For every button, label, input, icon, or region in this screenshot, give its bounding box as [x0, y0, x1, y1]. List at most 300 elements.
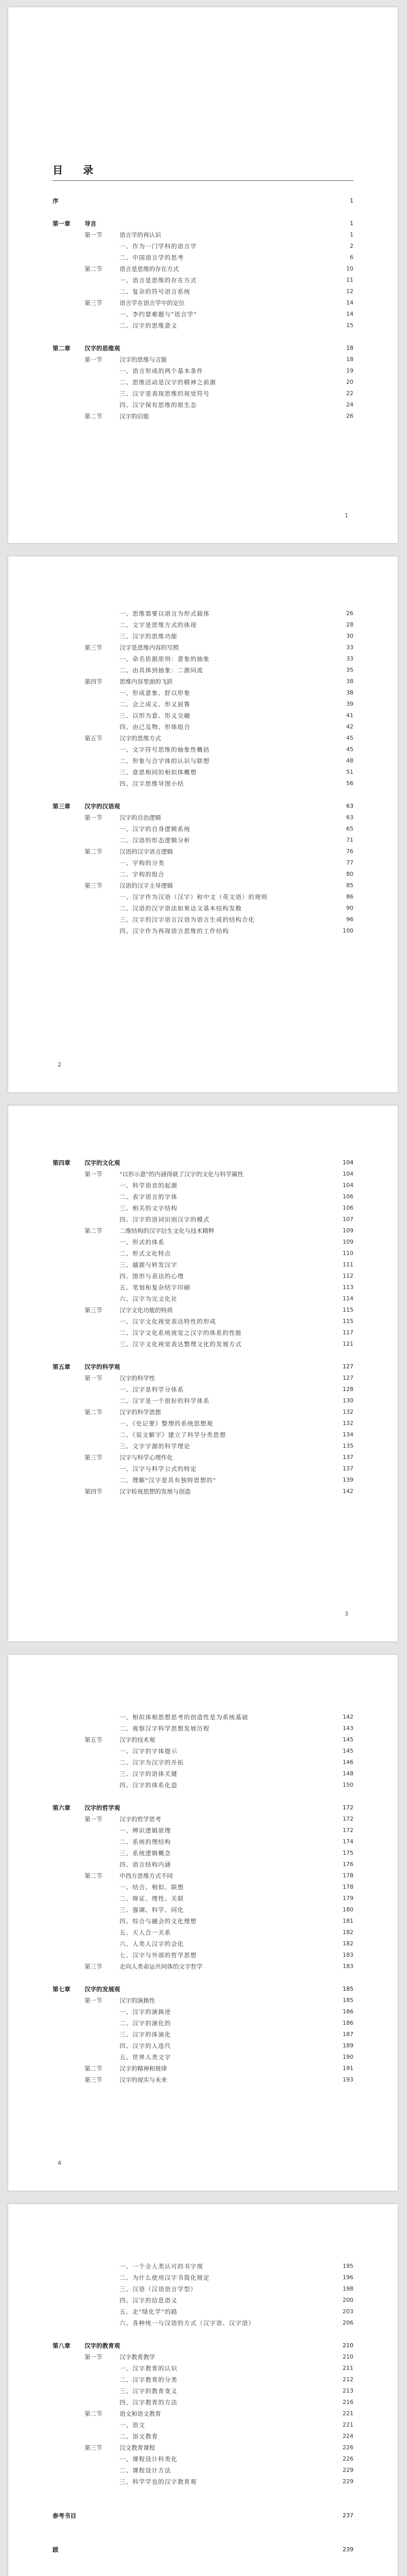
toc-page-number: 226 — [343, 2444, 353, 2451]
toc-page-number: 210 — [343, 2353, 353, 2360]
toc-sub-entry[interactable] — [53, 631, 353, 642]
toc-sub-title: 四、由己及物、形体组合 — [120, 723, 191, 731]
toc-page-number: 42 — [346, 723, 353, 730]
toc-page-number: 226 — [343, 2455, 353, 2462]
toc-sub-title: 四、汉字教育的方法 — [120, 2399, 178, 2406]
toc-chapter-entry[interactable] — [53, 1984, 353, 1995]
toc-page-number: 135 — [343, 1443, 353, 1449]
toc-sub-title: 一、语言形成的两个基本条件 — [120, 367, 204, 375]
toc-sub-entry[interactable] — [53, 2453, 353, 2465]
toc-section-title: 汉字的思维方式 — [120, 735, 161, 742]
toc-page-number: 111 — [343, 1261, 353, 1268]
toc-chapter-entry[interactable] — [53, 1157, 353, 1168]
toc-page-number: 145 — [343, 1748, 353, 1754]
toc-section-entry[interactable] — [53, 1870, 353, 1882]
toc-section-entry[interactable] — [53, 733, 353, 744]
toc-page-number: 1 — [350, 220, 353, 227]
toc-section-title: 汉字检视思想的发展与创造 — [120, 1488, 191, 1495]
toc-sub-entry[interactable] — [53, 1191, 353, 1202]
toc-section-title: 汉语的汉字主导逻辑 — [120, 882, 173, 889]
toc-sub-entry[interactable] — [53, 1282, 353, 1293]
toc-sub-entry[interactable] — [53, 1916, 353, 1927]
toc-section-entry[interactable] — [53, 411, 353, 422]
toc-sub-entry[interactable] — [53, 891, 353, 903]
toc-sub-title: 三、意思相同的相似体概想 — [120, 769, 197, 776]
toc-chapter-title: 汉字的教育观 — [84, 2342, 120, 2349]
toc-page-number: 175 — [343, 1850, 353, 1856]
toc-chapter-title: 汉字的哲学观 — [84, 1804, 120, 1811]
toc-page-number: 19 — [346, 367, 353, 374]
document-page-3 — [8, 1106, 398, 1641]
toc-sub-entry[interactable] — [53, 1463, 353, 1475]
toc-page-number: 28 — [346, 621, 353, 628]
toc-chapter-title: 汉字的思维观 — [84, 345, 120, 352]
toc-sub-entry[interactable] — [53, 1825, 353, 1836]
toc-sub-title: 二、字构的组合 — [120, 871, 165, 878]
toc-section-entry[interactable] — [53, 2408, 353, 2419]
toc-page-number: 172 — [343, 1827, 353, 1834]
toc-section-entry[interactable] — [53, 1961, 353, 1972]
toc-sub-title: 六、人类人汉字的会化 — [120, 1940, 184, 1947]
toc-sub-title: 二、汉字教育的分类 — [120, 2376, 178, 2383]
toc-sub-title: 五、走"绿化学"的路 — [120, 2308, 178, 2315]
toc-sub-entry[interactable] — [53, 903, 353, 914]
toc-sub-entry[interactable] — [53, 710, 353, 721]
toc-page-number: 1 — [350, 231, 353, 238]
toc-page-number: 213 — [343, 2387, 353, 2394]
toc-chapter-entry[interactable] — [53, 218, 353, 229]
toc-sub-entry[interactable] — [53, 1293, 353, 1304]
toc-page-number: 128 — [343, 1386, 353, 1393]
toc-page-number: 104 — [343, 1159, 353, 1166]
toc-sub-entry[interactable] — [53, 1757, 353, 1768]
toc-sub-title: 一、李约瑟难题与"语言学" — [120, 311, 197, 318]
toc-page-number: 186 — [343, 2020, 353, 2026]
toc-sub-title: 三、汉语（汉语语言学型） — [120, 2285, 197, 2293]
toc-sub-entry[interactable] — [53, 1859, 353, 1870]
toc-sub-entry[interactable] — [53, 1418, 353, 1429]
toc-section-number: 第一节 — [84, 1171, 103, 1178]
toc-sub-entry[interactable] — [53, 2476, 353, 2487]
toc-sub-title: 一、汉字文化视觉表达特性的形成 — [120, 1318, 216, 1325]
toc-spacer — [53, 1350, 353, 1361]
toc-sub-entry[interactable] — [53, 744, 353, 755]
toc-section-number: 第二节 — [84, 413, 103, 420]
toc-sub-title: 二、表字语言的字体 — [120, 1193, 178, 1200]
toc-sub-entry[interactable] — [53, 1904, 353, 1916]
toc-page-number: 200 — [343, 2297, 353, 2303]
toc-sub-entry[interactable] — [53, 1429, 353, 1440]
toc-section-entry[interactable] — [53, 846, 353, 857]
toc-page-number: 239 — [343, 2546, 353, 2553]
toc-page-number: 77 — [346, 859, 353, 866]
toc-sub-title: 一、科学语音的起源 — [120, 1182, 178, 1189]
toc-page-number: 142 — [343, 1714, 353, 1720]
toc-sub-entry[interactable] — [53, 755, 353, 767]
toc-page-number: 176 — [343, 1861, 353, 1868]
toc-page-number: 121 — [343, 1341, 353, 1347]
toc-sub-entry[interactable] — [53, 653, 353, 665]
toc-page-number: 229 — [343, 2478, 353, 2485]
toc-sub-entry[interactable] — [53, 835, 353, 846]
toc-sub-entry[interactable] — [53, 1950, 353, 1961]
toc-sub-title: 五、笔划和复杂结字印刷 — [120, 1284, 191, 1291]
document-page-1 — [8, 7, 398, 543]
toc-chapter-entry[interactable] — [53, 2340, 353, 2351]
toc-page-number: 178 — [343, 1884, 353, 1890]
toc-sub-entry[interactable] — [53, 1927, 353, 1938]
toc-page-number: 18 — [346, 345, 353, 351]
toc-sub-entry[interactable] — [53, 2283, 353, 2295]
toc-sub-title: 三、强调、科学、同化 — [120, 1906, 184, 1913]
toc-section-number: 第二节 — [84, 1409, 103, 1416]
toc-page-number: 80 — [346, 871, 353, 877]
toc-page-number: 115 — [343, 1307, 353, 1313]
toc-sub-entry[interactable] — [53, 1270, 353, 1282]
toc-sub-entry[interactable] — [53, 365, 353, 377]
toc-sub-title: 一、汉字是科学分体系 — [120, 1386, 184, 1393]
toc-section-title: 语文和语文教育 — [120, 2410, 161, 2417]
toc-page-number: 33 — [346, 644, 353, 651]
toc-page-number: 190 — [343, 2054, 353, 2060]
toc-sub-entry[interactable] — [53, 1848, 353, 1859]
toc-sub-title: 二、汉语的形态逻辑分析 — [120, 837, 191, 844]
toc-sub-title: 二、系统的理结构 — [120, 1838, 171, 1845]
toc-sub-entry[interactable] — [53, 619, 353, 631]
toc-sub-entry[interactable] — [53, 687, 353, 699]
toc-section-number: 第二节 — [84, 2410, 103, 2417]
toc-sub-entry[interactable] — [53, 1395, 353, 1406]
toc-page-number: 178 — [343, 1872, 353, 1879]
toc-sub-entry[interactable] — [53, 1938, 353, 1950]
toc-page-number: 206 — [343, 2319, 353, 2326]
toc-sub-entry[interactable] — [53, 1768, 353, 1780]
toc-page-number: 26 — [346, 413, 353, 419]
toc-section-entry[interactable] — [53, 263, 353, 275]
toc-sub-entry[interactable] — [53, 1893, 353, 1904]
toc-section-entry[interactable] — [53, 2351, 353, 2363]
toc-sub-entry[interactable] — [53, 2040, 353, 2052]
toc-page-number: 110 — [343, 1250, 353, 1257]
toc-section-number: 第三节 — [84, 299, 103, 307]
toc-section-number: 第二节 — [84, 265, 103, 273]
toc-sub-title: 二、汉语的汉字语法如果达文基本结构发散 — [120, 905, 242, 912]
toc-sub-title: 一、课程设计科类化 — [120, 2455, 178, 2463]
toc-section-title: 汉字的技术观 — [120, 1736, 155, 1743]
toc-sub-entry[interactable] — [53, 1440, 353, 1452]
toc-sub-entry[interactable] — [53, 2295, 353, 2306]
toc-section-entry[interactable] — [53, 2063, 353, 2074]
toc-sub-title: 一、相似体相思想思考的创造性是为系统基础 — [120, 1714, 248, 1721]
toc-sub-entry[interactable] — [53, 1202, 353, 1214]
toc-sub-title: 五、天人合一关系 — [120, 1929, 171, 1936]
toc-solo-entry[interactable] — [53, 2510, 353, 2521]
toc-page-number: 11 — [346, 277, 353, 283]
toc-sub-title: 四、汉字的语词识别汉字的模式 — [120, 1216, 210, 1223]
toc-sub-title: 二、汉字是一个很好的科学体系 — [120, 1397, 210, 1404]
toc-page-number: 189 — [343, 2042, 353, 2049]
toc-sub-entry[interactable] — [53, 1236, 353, 1248]
toc-sub-entry[interactable] — [53, 2431, 353, 2442]
toc-section-entry[interactable] — [53, 1734, 353, 1745]
toc-page-number: 26 — [346, 610, 353, 617]
toc-sub-entry[interactable] — [53, 309, 353, 320]
toc-sub-entry[interactable] — [53, 2052, 353, 2063]
toc-sub-title: 一、文字符号思维的抽象性概括 — [120, 746, 210, 753]
toc-sub-title: 三、汉字是表现思维的视觉符号 — [120, 390, 210, 397]
toc-sub-entry[interactable] — [53, 1711, 353, 1723]
toc-sub-title: 三、科学学也的汉字教育观 — [120, 2478, 197, 2485]
toc-page-number: 107 — [343, 1216, 353, 1223]
toc-sub-entry[interactable] — [53, 2363, 353, 2374]
toc-section-entry[interactable] — [53, 1452, 353, 1463]
toc-sub-entry[interactable] — [53, 286, 353, 297]
toc-sub-title: 四、汉字作为再现语言思维的工作结构 — [120, 927, 229, 935]
toc-page-number: 33 — [346, 655, 353, 662]
toc-sub-entry[interactable] — [53, 1248, 353, 1259]
toc-chapter-number: 第五章 — [53, 1363, 71, 1370]
toc-section-number: 第三节 — [84, 1454, 103, 1461]
toc-spacer — [53, 2329, 353, 2340]
toc-page-number: 63 — [346, 803, 353, 809]
toc-sub-title: 一、汉字的自身逻辑系统 — [120, 825, 191, 833]
toc-section-number: 第五节 — [84, 735, 103, 742]
toc-sub-entry[interactable] — [53, 823, 353, 835]
toc-page-number: 104 — [343, 1171, 353, 1177]
toc-sub-entry[interactable] — [53, 2385, 353, 2397]
toc-sub-title: 一、结合、相似、联想 — [120, 1884, 184, 1891]
toc-sub-entry[interactable] — [53, 241, 353, 252]
toc-section-entry[interactable] — [53, 642, 353, 653]
toc-page-number: 14 — [346, 299, 353, 306]
toc-sub-title: 一、语言是思维的存在方式 — [120, 277, 197, 284]
toc-sub-entry[interactable] — [53, 1327, 353, 1338]
toc-list-page-2 — [53, 608, 353, 937]
toc-sub-entry[interactable] — [53, 2029, 353, 2040]
toc-sub-title: 一、汉字的字体提示 — [120, 1748, 178, 1755]
toc-section-title: 汉字的现实与未来 — [120, 2076, 167, 2083]
toc-section-entry[interactable] — [53, 1486, 353, 1497]
toc-sub-entry[interactable] — [53, 1723, 353, 1734]
toc-sub-entry[interactable] — [53, 2006, 353, 2018]
toc-page-number: 137 — [343, 1465, 353, 1472]
toc-sub-title: 一、语文 — [120, 2421, 145, 2429]
toc-section-entry[interactable] — [53, 1995, 353, 2006]
toc-page-number: 127 — [343, 1375, 353, 1381]
toc-chapter-entry[interactable] — [53, 343, 353, 354]
toc-page-number: 24 — [346, 401, 353, 408]
toc-solo-title: 序 — [53, 197, 59, 205]
toc-chapter-title: 汉字的文化观 — [84, 1159, 120, 1166]
toc-sub-entry[interactable] — [53, 1836, 353, 1848]
toc-chapter-entry[interactable] — [53, 1361, 353, 1372]
toc-section-title: 汉字的精神和规律 — [120, 2065, 167, 2072]
toc-sub-entry[interactable] — [53, 2374, 353, 2385]
toc-sub-entry[interactable] — [53, 721, 353, 733]
toc-sub-title: 一、字构的分类 — [120, 859, 165, 867]
toc-section-entry[interactable] — [53, 1406, 353, 1418]
toc-page-number: 139 — [343, 1477, 353, 1483]
toc-section-entry[interactable] — [53, 1814, 353, 1825]
toc-page-number: 210 — [343, 2342, 353, 2349]
toc-section-number: 第二节 — [84, 1227, 103, 1234]
toc-page-number: 182 — [343, 1929, 353, 1936]
toc-page-number: 185 — [343, 1986, 353, 1992]
toc-page-number: 229 — [343, 2467, 353, 2473]
toc-section-entry[interactable] — [53, 1304, 353, 1316]
toc-page-number: 224 — [343, 2433, 353, 2439]
toc-section-title: 汉字文化功能的特质 — [120, 1307, 173, 1314]
toc-page-number: 130 — [343, 1397, 353, 1404]
toc-sub-entry[interactable] — [53, 1180, 353, 1191]
toc-sub-title: 一、汉字的演换进 — [120, 2008, 171, 2015]
toc-sub-entry[interactable] — [53, 2306, 353, 2317]
toc-section-title: 语言学的再认识 — [120, 231, 161, 239]
toc-chapter-entry[interactable] — [53, 801, 353, 812]
toc-section-entry[interactable] — [53, 1225, 353, 1236]
toc-sub-entry[interactable] — [53, 275, 353, 286]
toc-sub-title: 二、语文教育 — [120, 2433, 158, 2440]
toc-sub-title: 一、形成意象、舒以形象 — [120, 689, 191, 697]
toc-section-title: "以形示意"的内涵得就了汉字的文化与科学属性 — [120, 1171, 244, 1178]
toc-page-number: 187 — [343, 2031, 353, 2038]
toc-section-entry[interactable] — [53, 1372, 353, 1384]
toc-sub-entry[interactable] — [53, 778, 353, 789]
toc-chapter-entry[interactable] — [53, 1802, 353, 1814]
toc-sub-entry[interactable] — [53, 914, 353, 925]
toc-sub-title: 二、课程设计方法 — [120, 2467, 171, 2474]
toc-page-number: 38 — [346, 689, 353, 696]
toc-page-number: 180 — [343, 1906, 353, 1913]
toc-sub-entry[interactable] — [53, 665, 353, 676]
toc-sub-title: 二、会之成义、形义屈鲁 — [120, 701, 191, 708]
toc-page-number: 20 — [346, 379, 353, 385]
toc-chapter-number: 第四章 — [53, 1159, 71, 1166]
toc-sub-entry[interactable] — [53, 2261, 353, 2272]
toc-sub-entry[interactable] — [53, 252, 353, 263]
toc-sub-entry[interactable] — [53, 1780, 353, 1791]
toc-sub-entry[interactable] — [53, 2397, 353, 2408]
toc-page-number: 15 — [346, 322, 353, 329]
toc-sub-entry[interactable] — [53, 869, 353, 880]
toc-sub-title: 三、文字字源的科学理论 — [120, 1443, 191, 1450]
toc-sub-title: 三、汉字的汉字语言汉语为语言生成的结构合化 — [120, 916, 255, 923]
toc-sub-entry[interactable] — [53, 767, 353, 778]
page-number: 1 — [345, 512, 348, 519]
toc-page-number: 172 — [343, 1816, 353, 1822]
toc-sub-title: 四、汉字的体系化造 — [120, 1782, 178, 1789]
toc-sub-entry[interactable] — [53, 1384, 353, 1395]
toc-page-number: 191 — [343, 2065, 353, 2072]
toc-page-number: 45 — [346, 746, 353, 753]
toc-page-number: 71 — [346, 837, 353, 843]
toc-sub-entry[interactable] — [53, 2317, 353, 2329]
toc-solo-title: 参考书目 — [53, 2512, 76, 2519]
toc-sub-entry[interactable] — [53, 857, 353, 869]
toc-section-number: 第三节 — [84, 1307, 103, 1314]
toc-page-number: 39 — [346, 701, 353, 707]
toc-sub-entry[interactable] — [53, 2465, 353, 2476]
toc-chapter-title: 汉字的科学观 — [84, 1363, 120, 1370]
toc-section-entry[interactable] — [53, 354, 353, 365]
toc-section-entry[interactable] — [53, 229, 353, 241]
toc-chapter-number: 第八章 — [53, 2342, 71, 2349]
toc-chapter-title: 导言 — [84, 220, 96, 227]
toc-sub-entry[interactable] — [53, 2272, 353, 2283]
toc-section-entry[interactable] — [53, 812, 353, 823]
toc-sub-entry[interactable] — [53, 2419, 353, 2431]
toc-sub-entry[interactable] — [53, 925, 353, 937]
toc-section-entry[interactable] — [53, 2442, 353, 2453]
toc-page-number: 211 — [343, 2365, 353, 2371]
toc-solo-entry[interactable] — [53, 2544, 353, 2555]
toc-chapter-number: 第六章 — [53, 1804, 71, 1811]
toc-page-number: 12 — [346, 288, 353, 295]
toc-page-number: 18 — [346, 356, 353, 363]
toc-sub-entry[interactable] — [53, 388, 353, 399]
toc-sub-entry[interactable] — [53, 1316, 353, 1327]
toc-sub-title: 一、命名依据原则：意象的抽象 — [120, 655, 210, 663]
toc-sub-entry[interactable] — [53, 1214, 353, 1225]
toc-page-number: 76 — [346, 848, 353, 855]
toc-sub-entry[interactable] — [53, 699, 353, 710]
toc-page-number: 182 — [343, 1940, 353, 1947]
toc-solo-entry[interactable] — [53, 195, 353, 207]
toc-section-title: 汉字的演换性 — [120, 1997, 155, 2004]
toc-page-number: 145 — [343, 1736, 353, 1743]
page-number: 3 — [345, 1611, 348, 1617]
toc-page-number: 45 — [346, 735, 353, 741]
toc-sub-entry[interactable] — [53, 320, 353, 331]
toc-sub-title: 六、汉字为完文化社 — [120, 1295, 178, 1302]
toc-sub-entry[interactable] — [53, 1475, 353, 1486]
toc-section-title: 汉字的科学思想 — [120, 1409, 161, 1416]
toc-sub-entry[interactable] — [53, 608, 353, 619]
toc-spacer — [53, 1972, 353, 1984]
toc-sub-title: 三、汉字的思维功能 — [120, 633, 178, 640]
toc-sub-title: 一、《史记要》整理的系统思想观 — [120, 1420, 213, 1427]
toc-page-number: 183 — [343, 1963, 353, 1970]
toc-page-number: 193 — [343, 2076, 353, 2083]
toc-sub-entry[interactable] — [53, 1259, 353, 1270]
toc-sub-entry[interactable] — [53, 1882, 353, 1893]
toc-section-title: 二维结构的汉字衍生文化与技术精粹 — [120, 1227, 214, 1234]
toc-section-entry[interactable] — [53, 1168, 353, 1180]
toc-section-entry[interactable] — [53, 2074, 353, 2086]
toc-page-number: 196 — [343, 2274, 353, 2281]
toc-section-title: 汉字的思维与言能 — [120, 356, 167, 363]
toc-section-title: 思维内容里面的飞跃 — [120, 678, 173, 685]
toc-section-title: 汉字的哲学思考 — [120, 1816, 161, 1823]
toc-sub-entry[interactable] — [53, 2018, 353, 2029]
toc-page-number: 109 — [343, 1239, 353, 1245]
toc-section-title: 汉字教育教学 — [120, 2353, 155, 2361]
toc-sub-entry[interactable] — [53, 377, 353, 388]
toc-section-entry[interactable] — [53, 297, 353, 309]
toc-section-entry[interactable] — [53, 676, 353, 687]
toc-sub-title: 三、越源与转发汉字 — [120, 1261, 178, 1268]
toc-sub-entry[interactable] — [53, 399, 353, 411]
toc-page-number: 100 — [343, 927, 353, 934]
toc-section-title: 语言学在语言学中的定位 — [120, 299, 185, 307]
toc-sub-entry[interactable] — [53, 1745, 353, 1757]
toc-section-number: 第三节 — [84, 882, 103, 889]
toc-sub-entry[interactable] — [53, 1338, 353, 1350]
toc-sub-title: 二、形象与合字体的认识与联想 — [120, 757, 210, 765]
toc-list-page-4 — [53, 1711, 353, 2086]
toc-page-number: 106 — [343, 1193, 353, 1200]
toc-section-entry[interactable] — [53, 880, 353, 891]
